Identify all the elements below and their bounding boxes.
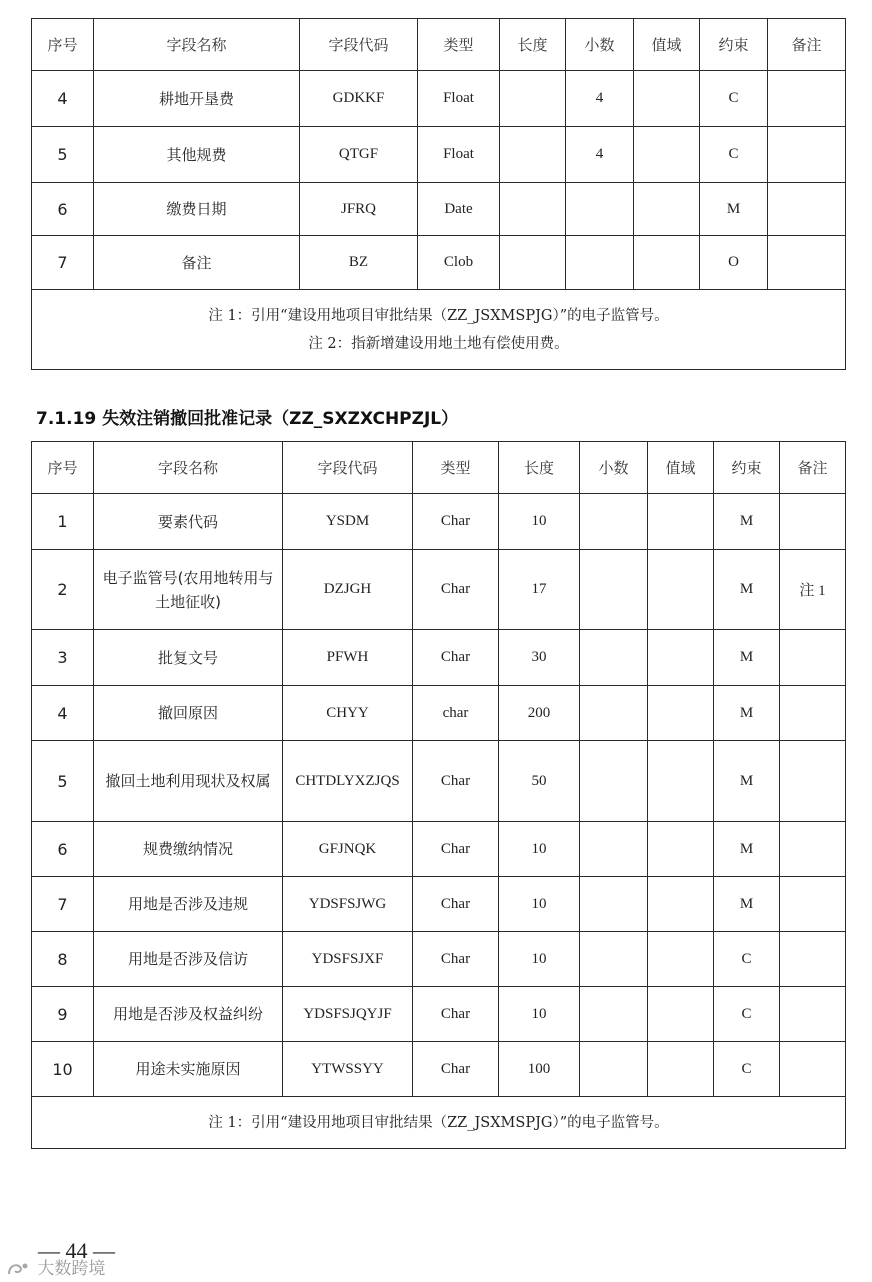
- header-code: 字段代码: [300, 19, 418, 71]
- cell-name: 电子监管号(农用地转用与土地征收): [94, 550, 283, 630]
- field-table-1: [31, 18, 846, 370]
- table-row: [32, 630, 846, 686]
- cell-no: 5: [32, 127, 94, 183]
- cell-remark: [780, 686, 846, 741]
- cell-remark: [780, 494, 846, 550]
- cell-type: Date: [418, 183, 500, 236]
- cell-decimal: [580, 932, 648, 987]
- note-line: 注 2：指新增建设用地土地有偿使用费。: [308, 335, 569, 352]
- cell-code: YDSFSJXF: [283, 932, 413, 987]
- cell-constraint: M: [714, 630, 780, 686]
- cell-decimal: [580, 877, 648, 932]
- note-line: 注 1：引用“建设用地项目审批结果（ZZ_JSXMSPJG）”的电子监管号。: [208, 1114, 669, 1131]
- cell-remark: [780, 1042, 846, 1097]
- cell-constraint: M: [714, 550, 780, 630]
- header-length: 长度: [500, 19, 566, 71]
- cell-decimal: [580, 741, 648, 822]
- cell-domain: [634, 236, 700, 290]
- header-name: 字段名称: [94, 19, 300, 71]
- cell-decimal: [580, 686, 648, 741]
- header-code: 字段代码: [283, 442, 413, 494]
- watermark: [6, 1254, 105, 1279]
- cell-type: char: [413, 686, 499, 741]
- cell-remark: [768, 71, 846, 127]
- cell-type: Char: [413, 987, 499, 1042]
- cell-code: YTWSSYY: [283, 1042, 413, 1097]
- cell-remark: 注 1: [780, 550, 846, 630]
- cell-no: 3: [32, 630, 94, 686]
- cell-type: Char: [413, 1042, 499, 1097]
- field-table-2: [31, 441, 846, 1149]
- cell-no: 4: [32, 686, 94, 741]
- header-remark: 备注: [768, 19, 846, 71]
- cell-decimal: [566, 183, 634, 236]
- cell-domain: [648, 550, 714, 630]
- cell-decimal: [566, 236, 634, 290]
- cell-code: CHTDLYXZJQS: [283, 741, 413, 822]
- cell-constraint: O: [700, 236, 768, 290]
- cell-domain: [648, 494, 714, 550]
- cell-decimal: [580, 1042, 648, 1097]
- cell-name: 规费缴纳情况: [94, 822, 283, 877]
- cell-decimal: [580, 494, 648, 550]
- cell-domain: [648, 741, 714, 822]
- cell-constraint: M: [714, 741, 780, 822]
- cell-name: 撤回原因: [94, 686, 283, 741]
- cell-code: YDSFSJWG: [283, 877, 413, 932]
- header-decimal: 小数: [566, 19, 634, 71]
- header-domain: 值域: [634, 19, 700, 71]
- cell-code: JFRQ: [300, 183, 418, 236]
- header-no: 序号: [32, 442, 94, 494]
- cell-name: 耕地开垦费: [94, 71, 300, 127]
- cell-type: Char: [413, 494, 499, 550]
- cell-no: 4: [32, 71, 94, 127]
- cell-type: Float: [418, 71, 500, 127]
- cell-code: GFJNQK: [283, 822, 413, 877]
- cell-length: 30: [499, 630, 580, 686]
- page-number: — 44 —: [38, 1238, 115, 1263]
- note-line: 注 1：引用“建设用地项目审批结果（ZZ_JSXMSPJG）”的电子监管号。: [208, 307, 669, 324]
- table-row: [32, 1042, 846, 1097]
- cell-name: 用地是否涉及违规: [94, 877, 283, 932]
- table-row: [32, 550, 846, 630]
- cell-constraint: C: [700, 127, 768, 183]
- cell-remark: [780, 741, 846, 822]
- cell-code: CHYY: [283, 686, 413, 741]
- cell-constraint: C: [714, 932, 780, 987]
- table-notes-row: [32, 1097, 846, 1149]
- cell-domain: [648, 822, 714, 877]
- cell-constraint: M: [714, 686, 780, 741]
- table-row: [32, 127, 846, 183]
- cell-length: [500, 71, 566, 127]
- cell-name: 用地是否涉及信访: [94, 932, 283, 987]
- cell-type: Float: [418, 127, 500, 183]
- table-row: [32, 494, 846, 550]
- table-row: [32, 741, 846, 822]
- cell-remark: [768, 236, 846, 290]
- cell-name: 缴费日期: [94, 183, 300, 236]
- section-heading: 7.1.19 失效注销撤回批准记录（ZZ_SXZXCHPZJL）: [36, 409, 459, 429]
- cell-domain: [648, 686, 714, 741]
- cell-constraint: M: [700, 183, 768, 236]
- header-name: 字段名称: [94, 442, 283, 494]
- watermark-text: 大数跨境: [37, 1259, 106, 1279]
- cell-no: 10: [32, 1042, 94, 1097]
- table-notes: [32, 1097, 846, 1149]
- cell-constraint: C: [714, 987, 780, 1042]
- header-remark: 备注: [780, 442, 846, 494]
- cell-no: 7: [32, 236, 94, 290]
- header-constraint: 约束: [714, 442, 780, 494]
- table-row: [32, 71, 846, 127]
- table-notes: [32, 290, 846, 370]
- cell-no: 5: [32, 741, 94, 822]
- cell-constraint: M: [714, 822, 780, 877]
- cell-length: [500, 127, 566, 183]
- cell-no: 7: [32, 877, 94, 932]
- cell-code: PFWH: [283, 630, 413, 686]
- header-domain: 值域: [648, 442, 714, 494]
- cell-length: 10: [499, 932, 580, 987]
- cell-name: 撤回土地利用现状及权属: [94, 741, 283, 822]
- table-notes-row: [32, 290, 846, 370]
- header-constraint: 约束: [700, 19, 768, 71]
- cell-decimal: [580, 630, 648, 686]
- table-row: [32, 183, 846, 236]
- cell-length: 10: [499, 987, 580, 1042]
- cell-decimal: [580, 822, 648, 877]
- cell-constraint: C: [700, 71, 768, 127]
- cell-domain: [648, 932, 714, 987]
- cell-no: 1: [32, 494, 94, 550]
- cell-type: Char: [413, 877, 499, 932]
- cell-type: Char: [413, 741, 499, 822]
- header-no: 序号: [32, 19, 94, 71]
- cell-constraint: M: [714, 877, 780, 932]
- table-row: [32, 987, 846, 1042]
- cell-length: [500, 183, 566, 236]
- table-row: [32, 932, 846, 987]
- cell-name: 要素代码: [94, 494, 283, 550]
- cell-domain: [634, 71, 700, 127]
- cell-decimal: 4: [566, 127, 634, 183]
- cell-length: 10: [499, 877, 580, 932]
- cell-no: 8: [32, 932, 94, 987]
- cell-code: BZ: [300, 236, 418, 290]
- header-type: 类型: [413, 442, 499, 494]
- cell-domain: [648, 877, 714, 932]
- watermark-logo-icon: [6, 1260, 32, 1278]
- table-header-row: [32, 19, 846, 71]
- cell-length: [500, 236, 566, 290]
- cell-type: Char: [413, 550, 499, 630]
- cell-no: 2: [32, 550, 94, 630]
- cell-code: QTGF: [300, 127, 418, 183]
- cell-constraint: C: [714, 1042, 780, 1097]
- cell-name: 其他规费: [94, 127, 300, 183]
- cell-no: 6: [32, 822, 94, 877]
- cell-name: 用途未实施原因: [94, 1042, 283, 1097]
- cell-remark: [780, 932, 846, 987]
- table-header-row: [32, 442, 846, 494]
- cell-code: YSDM: [283, 494, 413, 550]
- cell-decimal: [580, 550, 648, 630]
- cell-length: 50: [499, 741, 580, 822]
- cell-remark: [780, 822, 846, 877]
- header-length: 长度: [499, 442, 580, 494]
- table-row: [32, 822, 846, 877]
- cell-length: 200: [499, 686, 580, 741]
- cell-remark: [780, 877, 846, 932]
- cell-remark: [768, 127, 846, 183]
- cell-type: Char: [413, 932, 499, 987]
- cell-length: 10: [499, 494, 580, 550]
- cell-code: GDKKF: [300, 71, 418, 127]
- cell-length: 17: [499, 550, 580, 630]
- table-row: [32, 686, 846, 741]
- cell-domain: [634, 127, 700, 183]
- cell-remark: [780, 987, 846, 1042]
- cell-domain: [648, 1042, 714, 1097]
- cell-remark: [780, 630, 846, 686]
- cell-decimal: [580, 987, 648, 1042]
- header-decimal: 小数: [580, 442, 648, 494]
- cell-name: 批复文号: [94, 630, 283, 686]
- header-type: 类型: [418, 19, 500, 71]
- cell-constraint: M: [714, 494, 780, 550]
- table-row: [32, 236, 846, 290]
- cell-name: 备注: [94, 236, 300, 290]
- cell-domain: [634, 183, 700, 236]
- cell-type: Clob: [418, 236, 500, 290]
- cell-code: DZJGH: [283, 550, 413, 630]
- cell-no: 9: [32, 987, 94, 1042]
- cell-name: 用地是否涉及权益纠纷: [94, 987, 283, 1042]
- table-row: [32, 877, 846, 932]
- cell-length: 10: [499, 822, 580, 877]
- cell-remark: [768, 183, 846, 236]
- cell-domain: [648, 987, 714, 1042]
- cell-type: Char: [413, 822, 499, 877]
- cell-decimal: 4: [566, 71, 634, 127]
- cell-domain: [648, 630, 714, 686]
- cell-code: YDSFSJQYJF: [283, 987, 413, 1042]
- cell-no: 6: [32, 183, 94, 236]
- cell-type: Char: [413, 630, 499, 686]
- cell-length: 100: [499, 1042, 580, 1097]
